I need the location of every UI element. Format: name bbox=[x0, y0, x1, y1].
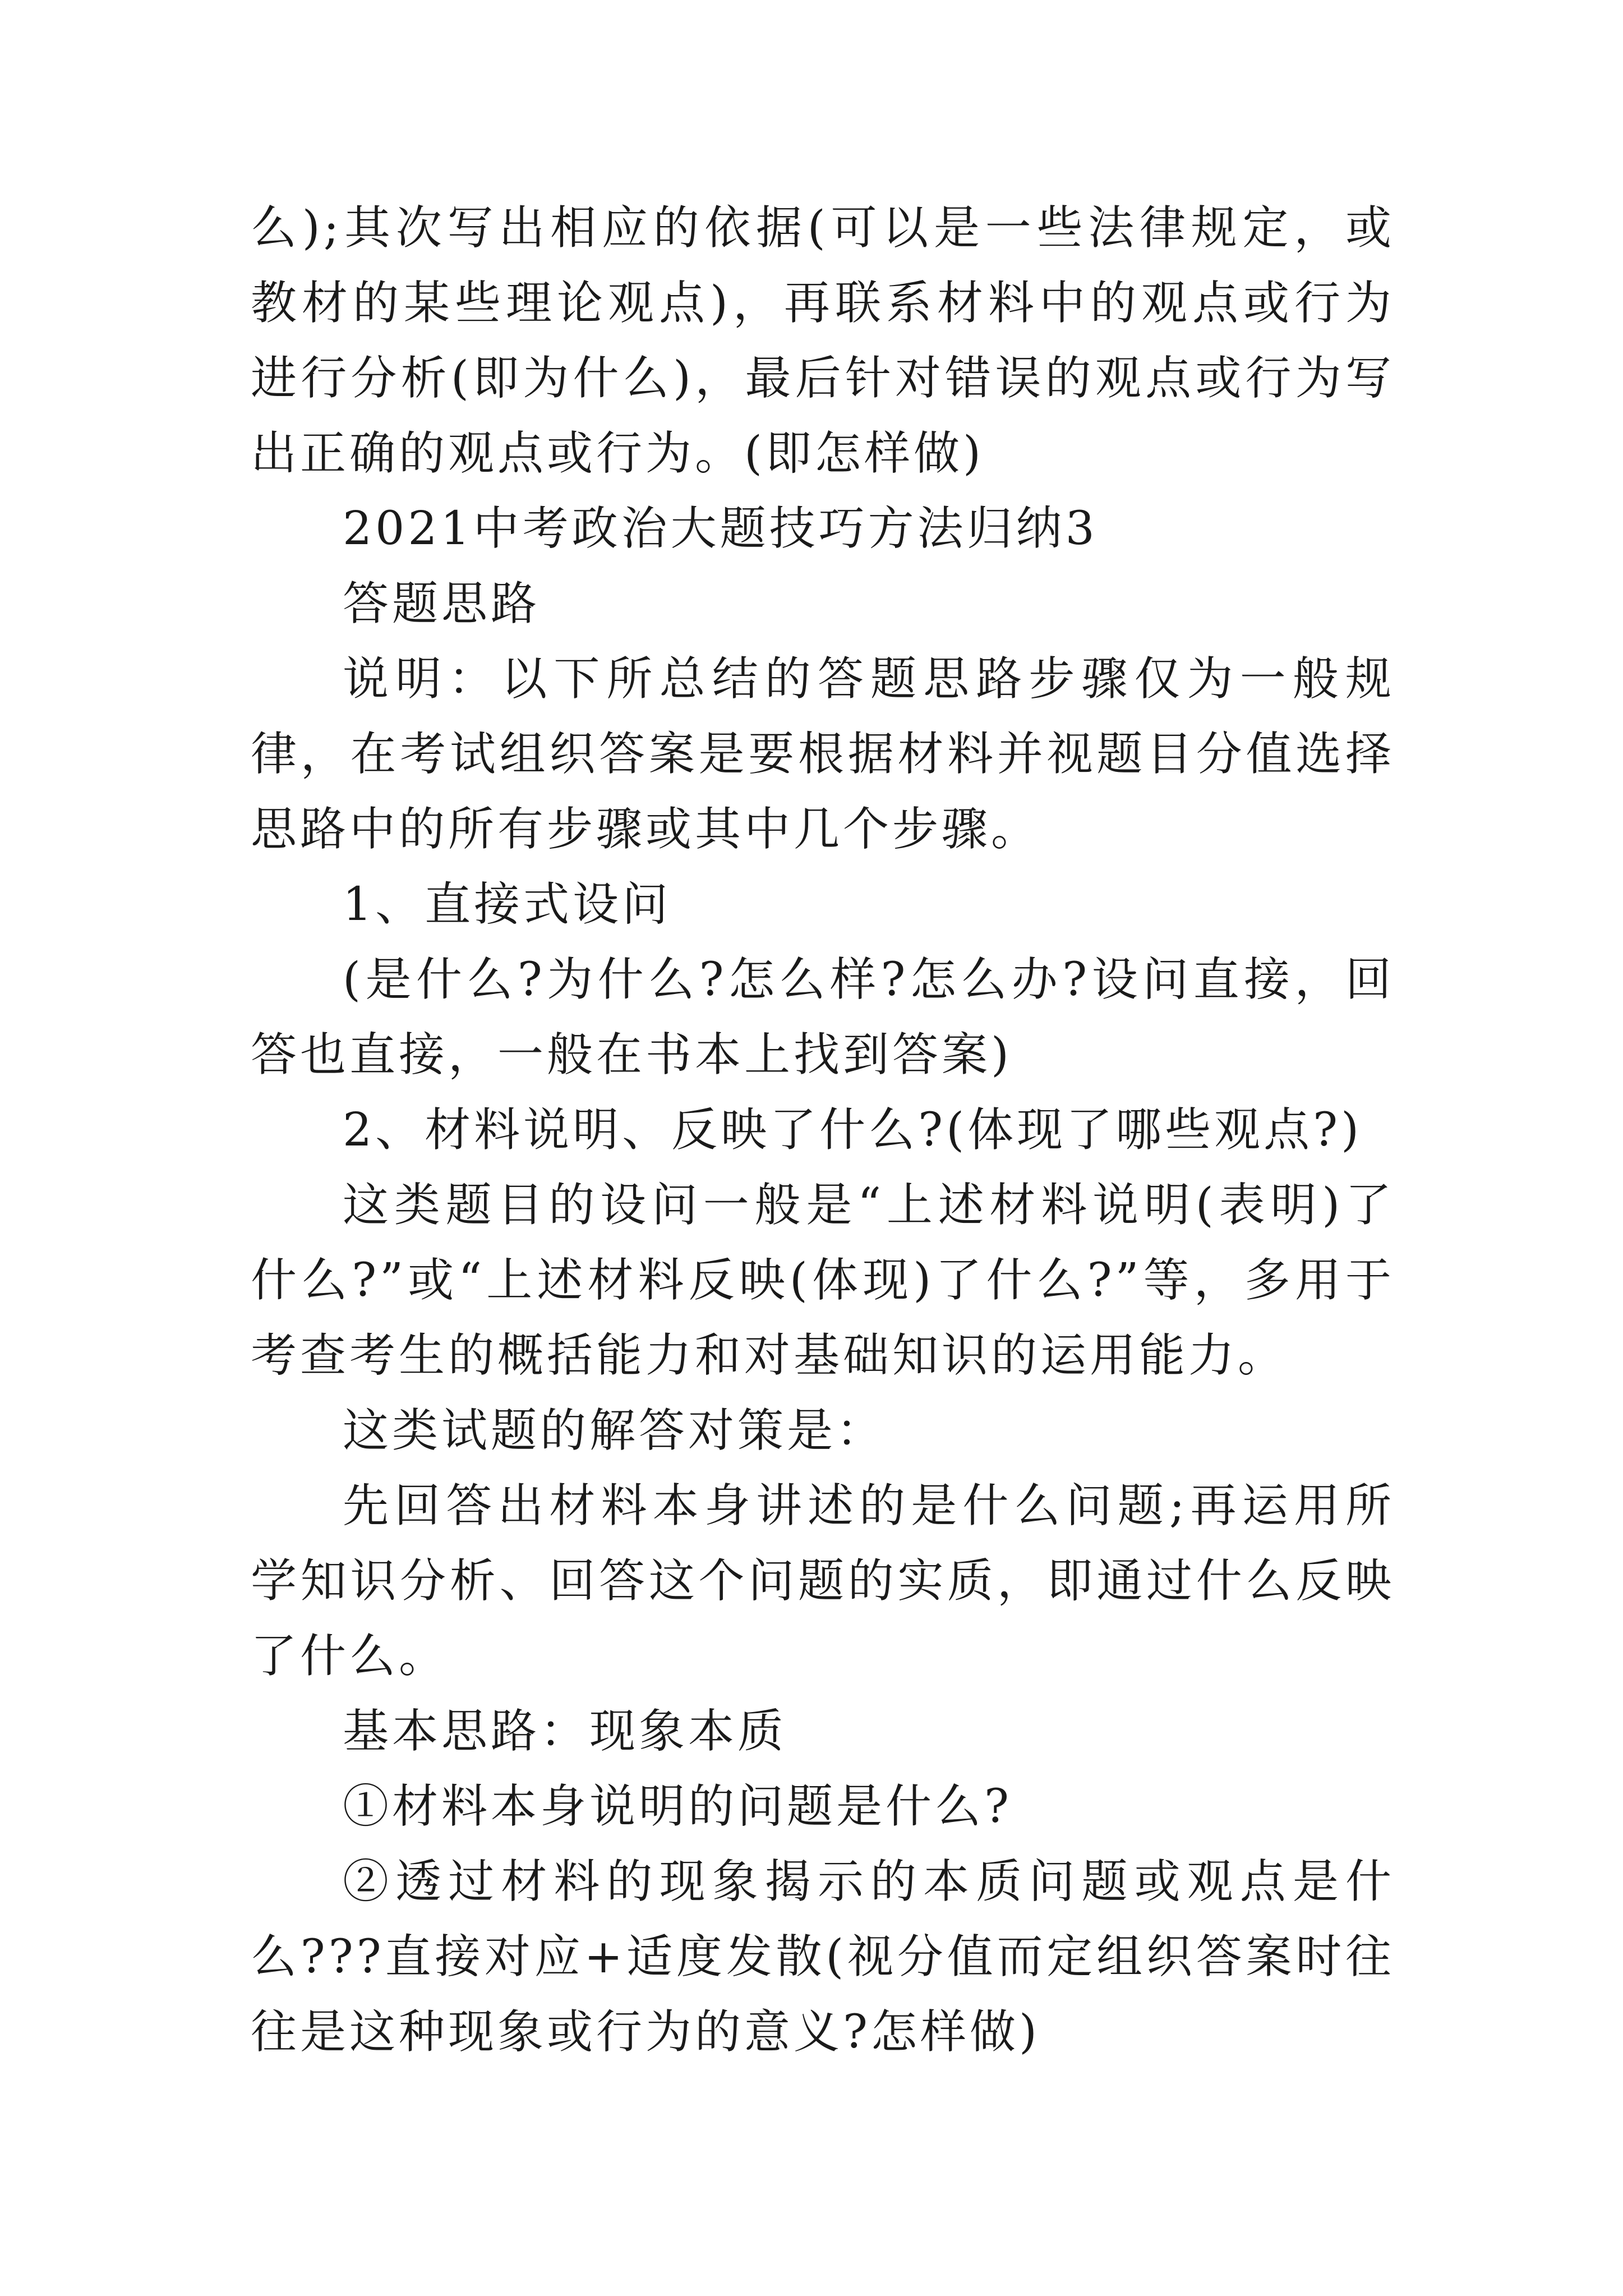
list-item-1: ①材料本身说明的问题是什么? bbox=[343, 1780, 1012, 1833]
paragraph-strategy: 先回答出材料本身讲述的是什么问题;再运用所学知识分析、回答这个问题的实质，即通过什么反映了什么。 bbox=[251, 1479, 1395, 1683]
item-heading-1: 1、直接式设问 bbox=[343, 878, 672, 931]
subheading-answer-approach: 答题思路 bbox=[343, 577, 541, 631]
document-body bbox=[251, 191, 1395, 2070]
item-heading-2: 2、材料说明、反映了什么?(体现了哪些观点?) bbox=[343, 1103, 1363, 1157]
paragraph-basic-idea: 基本思路：现象本质 bbox=[343, 1705, 787, 1758]
paragraph-strategy-intro: 这类试题的解答对策是： bbox=[343, 1404, 886, 1457]
section-heading: 2021中考政治大题技巧方法归纳3 bbox=[343, 502, 1098, 555]
paragraph-note: 说明：以下所总结的答题思路步骤仅为一般规律，在考试组织答案是要根据材料并视题目分值选择思路中的所有步骤或其中几个步骤。 bbox=[251, 652, 1395, 856]
paragraph-item-1: (是什么?为什么?怎么样?怎么办?设问直接，回答也直接，一般在书本上找到答案) bbox=[251, 953, 1395, 1082]
paragraph-continuation: 么);其次写出相应的依据(可以是一些法律规定，或教材的某些理论观点)，再联系材料中的观点或行为进行分析(即为什么)，最后针对错误的观点或行为写出正确的观点或行为。(即怎样做) bbox=[251, 201, 1395, 480]
list-item-2: ②透过材料的现象揭示的本质问题或观点是什么???直接对应+适度发散(视分值而定组织答案时往往是这种现象或行为的意义?怎样做) bbox=[251, 1855, 1395, 2059]
paragraph-item-2-description: 这类题目的设问一般是“上述材料说明(表明)了什么?”或“上述材料反映(体现)了什么?”等，多用于考查考生的概括能力和对基础知识的运用能力。 bbox=[251, 1179, 1395, 1382]
